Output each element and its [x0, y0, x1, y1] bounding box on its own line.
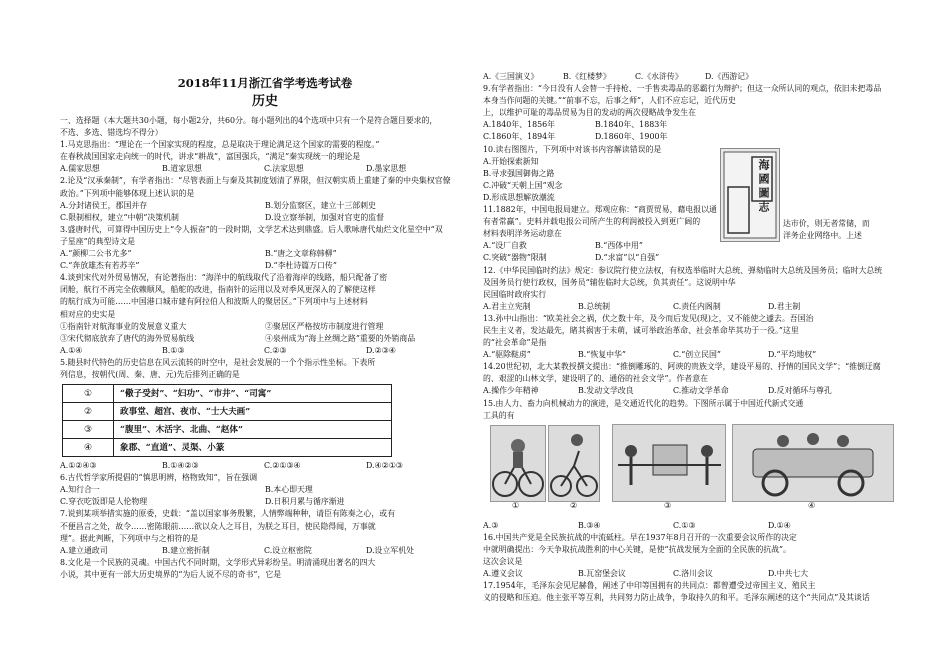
question-9-text: 上，以维护可耻的毒品贸易为目的发动的两次侵略战争发生在 — [483, 108, 697, 118]
exam-title: 2018年11月浙江省学考选考试卷 — [177, 76, 353, 90]
option: B.建立密折制 — [162, 545, 210, 555]
option: D.①④ — [768, 520, 791, 530]
question-17-text: 17.1954年，毛泽东会见尼赫鲁，阐述了中印等国拥有的共同点：都曾遭受过帝国主义、殖民主 — [483, 581, 816, 591]
option: D.设立察举制，加强对官吏的监督 — [265, 212, 385, 222]
option: B.《红楼梦》 — [563, 72, 611, 81]
subject-title: 历史 — [251, 94, 278, 109]
option: A.儒家思想 — [60, 164, 100, 174]
option: B.“西体中用” — [595, 241, 643, 251]
option: C.穿衣吃饭即是人伦物理 — [60, 497, 148, 507]
option: A.建立通政司 — [60, 545, 108, 555]
question-5-text: 5.随县时代特色的历史信息在风云流转的时空中，是社会发展的一个个指示性坐标。下表所 — [60, 357, 376, 367]
question-12-text: 民国临时政府实行 — [483, 289, 547, 299]
option: A.“颜柳二公书尤多” — [60, 249, 132, 259]
option: D.设立军机处 — [366, 545, 415, 555]
question-13-text: 民生主义者，发达最先，睹其祸害于未萌，诚可举政治革命、社会革命毕其功于一役。”这里 — [483, 325, 799, 335]
option: D.“李杜诗篇万口传” — [265, 261, 337, 271]
option: C.设立枢密院 — [264, 545, 312, 555]
question-10-option: D.形成思想解放潮流 — [483, 192, 555, 202]
option: B.总统制 — [578, 301, 610, 311]
question-11-text-tail: 达市价，则无者常储，而 — [783, 219, 870, 228]
option: C.责任内阁制 — [673, 301, 721, 311]
question-15-text: 15.由人力、畜力向机械动力的演进，是交通近代化的趋势。下图所示属于中国近代新式交通 — [483, 398, 804, 408]
question-7-text: 7.说到某项举措实施的原委，史载：“盖以国家事务殷繁，人情弊端种种，请臣有陈奏之心，或有 — [60, 509, 396, 519]
question-5-table — [62, 384, 392, 457]
option: C.“奔放雄杰有若苏辛” — [60, 261, 140, 271]
question-4-text: 相对应的史实是 — [60, 309, 116, 319]
question-6-options — [60, 496, 470, 508]
option: A.①②④③ — [60, 461, 97, 471]
question-12-options — [483, 301, 895, 313]
option: B.“唐之文章称韩柳” — [265, 249, 337, 259]
question-2-options — [60, 212, 470, 224]
option: B.发动文学改良 — [578, 386, 634, 396]
statement: ④泉州成为“海上丝绸之路”重要的外销商品 — [265, 333, 416, 343]
option: C.②①③④ — [264, 461, 301, 471]
option: C.洛川会议 — [673, 569, 713, 579]
option: C.①③ — [673, 520, 696, 530]
table-cell-number: ① — [63, 385, 114, 403]
option: A.分封诸侯王，郡国并存 — [60, 200, 148, 210]
option: D.②③④ — [366, 345, 396, 355]
figure-caption: ④ — [808, 501, 816, 510]
option: A.③ — [483, 520, 499, 530]
question-7-text: 理”。据此判断，下列项中与之相符的是 — [60, 533, 199, 543]
table-cell-number: ② — [63, 403, 114, 421]
question-13-text: 的“社会革命”是指 — [483, 338, 547, 348]
question-16-options — [483, 568, 895, 580]
option: D.中共七大 — [768, 569, 809, 579]
statement: ①指南针对航海事业的发展意义重大 — [60, 321, 187, 331]
option: C.②③ — [264, 345, 287, 355]
option: B.“恢复中华” — [578, 350, 626, 360]
option: B.瓦窑堡会议 — [578, 569, 626, 579]
question-16-text: 这次会议是 — [483, 557, 523, 566]
book-cover-image — [720, 148, 780, 242]
question-13-text: 13.孙中山指出：“欧美社会之祸，伏之数十年，及今而后发见(现)之，又不能使之遽去。吾国治 — [483, 313, 814, 323]
option: B.划分监察区，建立十三部刺史 — [265, 200, 376, 210]
table-row — [63, 421, 392, 439]
question-4-text: 闭舱，航行不再完全依赖顺风，船舵的改进，指南针的运用以及对季风更深入的了解使这样 — [60, 285, 376, 295]
question-9-options — [483, 131, 895, 143]
figure-caption: ① — [512, 501, 520, 510]
question-6-text: 6.古代哲学家所提倡的“慎思明辨，格物致知”，旨在强调 — [60, 473, 258, 483]
question-7-options — [60, 545, 470, 557]
question-10-option: A.开始探索新知 — [483, 156, 539, 166]
question-8-text: 8.文化是一个民族的灵魂。中国古代不同时期，文学形式异彩纷呈。明清涌现出著名的四大 — [60, 557, 376, 567]
question-16-text: 中就明确提出：今天争取抗战胜利的中心关键，是使“抗战发展为全面的全民族的抗战”。 — [483, 544, 791, 554]
question-5-text: 列信息，按朝代(周、秦、唐、元)先后排列正确的是 — [60, 369, 240, 379]
option: A.《三国演义》 — [483, 72, 539, 81]
question-3-options — [60, 260, 470, 272]
option: A.“设厂自救 — [483, 241, 527, 251]
question-3-options — [60, 248, 470, 260]
seal-text: 海國圖志 — [757, 159, 770, 215]
option: A.君主立宪制 — [483, 301, 531, 311]
option: D.墨家思想 — [366, 164, 407, 174]
option: A.“驱除鞑虏” — [483, 350, 531, 360]
instructions-line: 不选、多选、错选均不得分） — [60, 128, 163, 138]
option: D.君主制 — [768, 301, 801, 311]
table-cell-number: ④ — [63, 439, 114, 457]
left-column — [60, 76, 470, 581]
question-8-options — [483, 71, 895, 83]
question-4-options — [60, 345, 470, 357]
question-1-text: 在春秋战国国家走向统一的时代，讲求“耕战”，富国强兵，“满足”秦实现统一的理论是 — [60, 152, 361, 162]
question-14-options — [483, 385, 895, 397]
table-cell-text: “儆子受封”、“妇功”、“市井”、“司寓” — [114, 385, 392, 403]
question-12-text: 12.《中华民国临时约法》规定：参议院行使立法权，有权选举临时大总统、弹劾临时大总统及国务员；临时大总统 — [483, 265, 883, 275]
question-17-text: 义的侵略和压迫。他主张平等互利，共同努力防止战争，争取持久的和平。毛泽东阐述的这个“共同点”及其谈话 — [483, 593, 870, 603]
option: D.日积月累与循序渐进 — [265, 497, 345, 507]
figure-caption: ② — [570, 501, 578, 510]
question-11-text: 材料表明洋务运动意在 — [483, 229, 562, 239]
question-9-text: 9.有学者指出：“今日没有人会替一手持枪、一手售卖毒品的恶霸行为辩护；但这一众所认同的观点，依旧未把毒品 — [483, 84, 882, 94]
option: B.①③ — [162, 345, 185, 355]
option: C.限制相权，建立“中朝”决策机制 — [60, 212, 179, 222]
question-2-options — [60, 200, 470, 212]
question-10-option: B.寻求强国御侮之路 — [483, 168, 555, 178]
option: B.③④ — [578, 520, 601, 530]
question-14-text: 14.20世纪初，北大某教授撰文提出：“推倒雕琢的、阿谀的贵族文学，建设平易的、抒情的国民文学”；“推倒迂腐 — [483, 362, 881, 372]
question-11-text-tail: 洋务企业网络中。上述 — [783, 231, 862, 240]
statement: ③宋代彻底放弃了唐代的海外贸易航线 — [60, 333, 195, 343]
option: A.知行合一 — [60, 485, 100, 495]
option: C.推动文学革命 — [673, 386, 729, 396]
figure-caption: ③ — [664, 501, 672, 510]
option: D.“平均地权” — [768, 350, 817, 360]
option: C.“创立民国” — [673, 350, 721, 360]
instructions-line: 一、选择题（本大题共30小题，每小题2分，共60分。每小题列出的4个选项中只有一个是符合题目要求的， — [60, 116, 438, 125]
table-cell-number: ③ — [63, 421, 114, 439]
question-10-option: C.冲破“天朝上国”观念 — [483, 180, 563, 190]
option: B.本心即天理 — [265, 485, 313, 495]
question-4-text: 的航行成为可能……中国港口城市建有阿拉伯人和波斯人的聚居区。”下列项中与上述材料 — [60, 297, 368, 307]
table-cell-text: 象郡、“直道”、灵渠、小篆 — [114, 439, 392, 457]
question-3-text: 3.盛唐时代，可算得中国历史上“令人振奋”的一段时期，文学艺术达到鼎盛。后人歌咏唐代灿烂文化星空中“双 — [60, 224, 443, 234]
question-1-text: 1.马克思指出：“理论在一个国家实现的程度，总是取决于理论满足这个国家的需要的程度。” — [60, 140, 380, 150]
table-row — [63, 385, 392, 403]
option: C.法家思想 — [264, 164, 304, 174]
option: D.“求富”以“自强” — [595, 253, 660, 263]
question-11-text: 11.1882年，中国电报局建立。郑观应称：“商贾贸易，藉电报以通 — [483, 205, 717, 215]
option: A.1840年、1856年 — [483, 120, 556, 130]
table-cell-text: 政事堂、超宫、夜市、“士大夫画” — [114, 403, 392, 421]
question-6-options — [60, 484, 470, 496]
option: D.④②①③ — [366, 461, 403, 471]
table-cell-text: “腹里”、木活字、北曲、“赵体” — [114, 421, 392, 439]
question-13-options — [483, 349, 895, 361]
option: D.1860年、1900年 — [595, 132, 668, 142]
right-column — [483, 71, 895, 604]
bicycle-image — [548, 425, 600, 502]
question-11-options — [483, 252, 895, 264]
question-4-items — [60, 321, 470, 333]
option: A.①④ — [60, 345, 83, 355]
question-11-options — [483, 240, 895, 252]
question-4-text: 4.谈到宋代对外贸易情况，有论著指出：“海洋中的航线取代了沿着海岸的线路，船只配备了密 — [60, 273, 388, 283]
option: D.《西游记》 — [705, 72, 754, 81]
rickshaw-image — [490, 425, 546, 502]
question-5-options — [60, 460, 470, 472]
question-2-text: 2.论及“汉承秦制”，有学者指出：“尽管表面上与秦及其制度划清了界限，但汉朝实质上重建了秦的中央集权官僚 — [60, 176, 451, 186]
question-16-text: 16.中国共产党是全民族抗战的中流砥柱。早在1937年8月召开的一次重要会议所作的决定 — [483, 532, 797, 542]
question-4-items — [60, 333, 470, 345]
option: A.操作少年精神 — [483, 386, 539, 396]
statement: ②聚居区严格按坊市制度进行管理 — [265, 321, 384, 331]
automobile-drawing — [732, 424, 894, 502]
question-9-text: 本身当作问题的关键。”“前事不忘，后事之师”，人们不应忘记，近代历史 — [483, 96, 736, 106]
sedan-chair-drawing — [612, 424, 726, 502]
question-12-text: 及国务员行使行政权，国务员“辅佐临时大总统，负其责任”。这说明中华 — [483, 277, 736, 287]
option: C.1860年、1894年 — [483, 132, 556, 142]
question-2-text: 政治。”下列项中能够体现上述认识的是 — [60, 188, 195, 198]
table-row — [63, 403, 392, 421]
question-14-text: 的、艰涩的山林文学，建设明了的、通俗的社会文学”。作者意在 — [483, 374, 708, 384]
question-15-options — [483, 520, 895, 532]
option: A.遵义会议 — [483, 569, 523, 579]
table-row — [63, 439, 392, 457]
question-1-options — [60, 163, 470, 175]
option: D.反对循环与尊孔 — [768, 386, 832, 396]
question-11-text: 有者常赢”。史料并载电报公司所产生的利润被投入到更广阔的 — [483, 217, 701, 227]
question-7-text: 不便昌言之处，故令……密陈眼前……欲以众人之耳目，为朕之耳目，使民隐得闻，万事就 — [60, 521, 376, 531]
question-8-text: 小说，其中更有一部大历史境界的“为后人说不尽的奇书”，它是 — [60, 569, 282, 579]
question-3-text: 子星座”的典型诗文是 — [60, 236, 136, 246]
question-10-text: 10.读右图图片，下列项中对该书内容解读错误的是 — [483, 144, 662, 154]
option: B.道家思想 — [162, 164, 202, 174]
question-15-text: 工具的有 — [483, 410, 515, 420]
option: B.1840年、1883年 — [595, 120, 668, 130]
option: B.①④②③ — [162, 461, 199, 471]
question-9-options — [483, 119, 895, 131]
option: C.《水浒传》 — [635, 72, 683, 81]
option: C.突破“器物”限制 — [483, 253, 547, 263]
